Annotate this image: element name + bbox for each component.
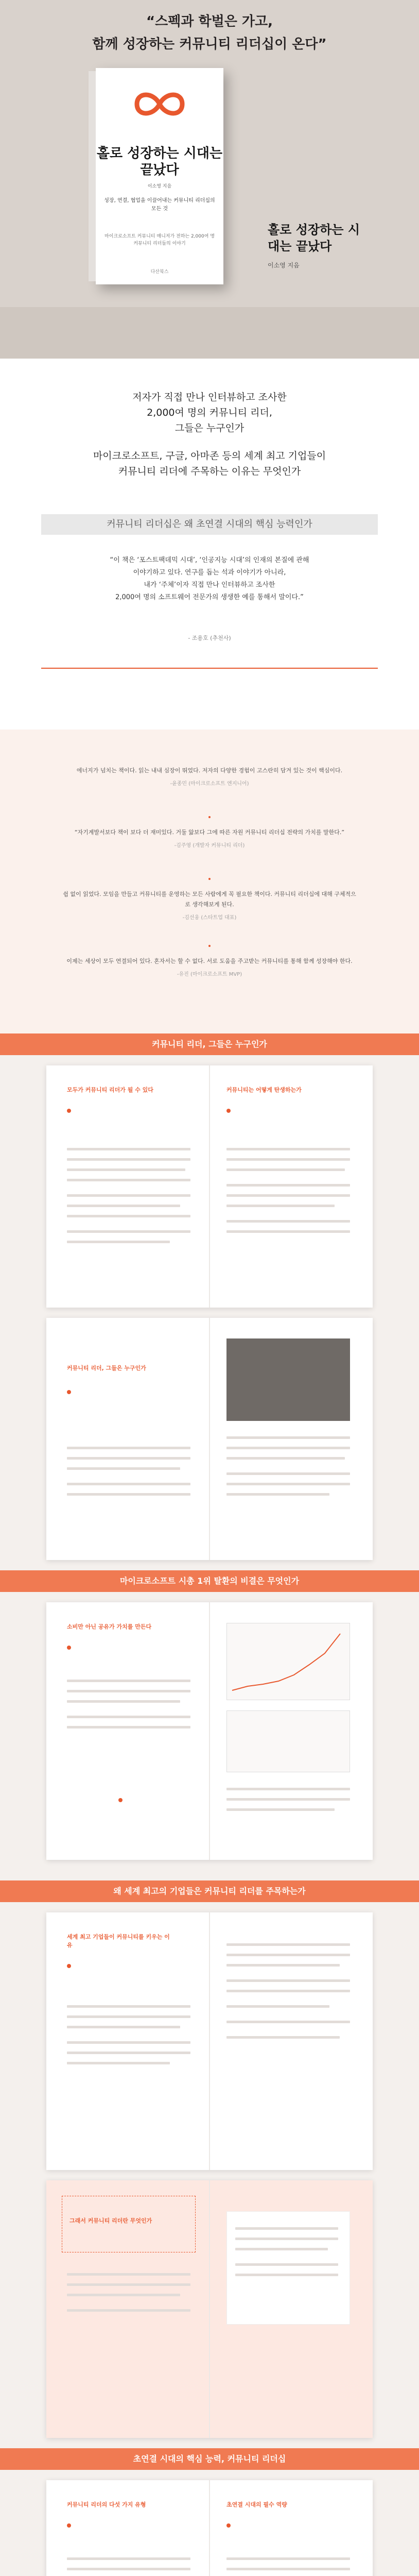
page-heading: 초연결 시대의 필수 역량 — [226, 2501, 287, 2508]
recommendation-quote — [62, 554, 357, 604]
intro-section — [0, 359, 419, 730]
text-line — [226, 1447, 350, 1449]
text-line — [67, 1726, 190, 1728]
hero-floor-strip — [0, 307, 419, 359]
intro-lead-line3: 그들은 누구인가 — [174, 422, 245, 434]
rec-line3: 내가 ‘주체’이자 직접 만나 인터뷰하고 조사한 — [144, 581, 275, 589]
text-line — [226, 1964, 340, 1967]
preview-section-4 — [0, 2470, 419, 2576]
text-line — [226, 1943, 350, 1946]
page-marker — [118, 1798, 123, 1802]
intro-lead-line2: 2,000여 명의 커뮤니티 리더, — [147, 407, 272, 418]
text-line — [67, 2294, 180, 2296]
photo — [226, 1338, 350, 1421]
text-line — [67, 1241, 170, 1243]
text-line — [226, 1798, 350, 1801]
section-banner: 왜 세계 최고의 기업들은 커뮤니티 리더를 주목하는가 — [0, 1880, 419, 1902]
text-line — [67, 1716, 190, 1718]
page-heading: 모두가 커뮤니티 리더가 될 수 있다 — [67, 1087, 153, 1093]
text-line — [67, 2283, 190, 2286]
spread-fold — [209, 2180, 210, 2438]
intro-lead — [93, 389, 326, 436]
text-line — [226, 1158, 350, 1161]
callout-box — [62, 2196, 196, 2252]
page-marker — [67, 1964, 71, 1968]
text-line — [67, 2273, 190, 2276]
text-line — [67, 2015, 190, 2018]
text-line — [67, 2052, 190, 2054]
text-line — [67, 2005, 190, 2008]
text-line — [67, 1205, 180, 1207]
intro-highlight-band: 커뮤니티 리더십은 왜 초연결 시대의 핵심 능력인가 — [41, 514, 378, 535]
cover-description: 성장, 연결, 협업을 이끌어내는 커뮤니티 리더십의 모든 것 — [104, 198, 215, 212]
text-line — [226, 1979, 350, 1982]
section-banner: 커뮤니티 리더, 그들은 누구인가 — [0, 1033, 419, 1055]
cover-author: 이소영 지음 — [147, 184, 172, 189]
page-heading: 커뮤니티 리더, 그들은 누구인가 — [67, 1365, 146, 1371]
recommendation-author: - 조용호 (추천사) — [188, 635, 231, 641]
cover-description-secondary: 마이크로소프트 커뮤니티 매니저가 전하는 2,000여 명 커뮤니티 리더들의 이야기 — [104, 234, 215, 246]
divider — [41, 668, 378, 669]
text-line — [67, 2026, 180, 2028]
text-line — [67, 1700, 180, 1703]
text-line — [226, 1808, 335, 1811]
section-banner: 마이크로소프트 시총 1위 탈환의 비결은 무엇인가 — [0, 1570, 419, 1592]
text-line — [67, 1215, 190, 1217]
book-spread — [46, 2480, 373, 2576]
review-source: -유진 (마이크로소프트 MVP) — [177, 972, 242, 977]
cover-title: 홀로 성장하는 시대는 끝났다 — [96, 146, 223, 178]
intro-lead-line1: 저자가 직접 만나 인터뷰하고 조사한 — [132, 392, 287, 403]
callout-heading: 그래서 커뮤니티 리더란 무엇인가 — [69, 2217, 152, 2224]
text-line — [235, 2227, 338, 2230]
infinity-logo-icon — [134, 89, 185, 120]
text-line — [235, 2274, 338, 2276]
hero-headline-line1: “스펙과 학벌은 가고, — [146, 14, 273, 29]
spread-fold — [209, 1065, 210, 1308]
spread-fold — [209, 1318, 210, 1560]
book-spread — [46, 1065, 373, 1308]
text-line — [67, 2309, 190, 2312]
text-line — [67, 1179, 190, 1181]
review-source: -김선웅 (스타트업 대표) — [182, 915, 237, 921]
text-line — [67, 1447, 190, 1449]
review-text: 에너지가 넘치는 책이다. 읽는 내내 심장이 뛰었다. 저자의 다양한 경험이 고스란히 담겨 있는 것이 핵심이다. — [76, 767, 343, 774]
preview-section-2 — [0, 1592, 419, 1880]
review-source: -김주영 (개발자 커뮤니티 리더) — [174, 843, 245, 849]
review-item — [62, 827, 357, 851]
spread-fold — [209, 1602, 210, 1860]
text-line — [226, 2568, 350, 2570]
book-spread — [46, 1602, 373, 1860]
text-line — [67, 1690, 190, 1692]
separator-dot — [208, 945, 211, 947]
review-text: 이제는 세상이 모두 연결되어 있다. 혼자서는 할 수 없다. 서로 도움을 주고받는 커뮤니티를 통해 함께 성장해야 한다. — [66, 958, 353, 964]
text-line — [226, 1205, 335, 1207]
text-line — [226, 1148, 350, 1150]
text-line — [226, 1230, 350, 1233]
review-item — [62, 889, 357, 923]
intro-subhead — [67, 448, 352, 479]
text-line — [226, 1194, 350, 1197]
spread-fold — [209, 1912, 210, 2170]
preview-section-3 — [0, 1902, 419, 2448]
book-spread — [46, 2180, 373, 2438]
sidebar-box — [226, 2211, 350, 2325]
text-line — [226, 1990, 350, 1992]
separator-dot — [208, 878, 211, 880]
text-line — [235, 2263, 338, 2266]
review-source: -윤종민 (마이크로소프트 엔지니어) — [170, 781, 249, 787]
text-line — [226, 1184, 350, 1187]
reviews-section — [0, 730, 419, 1033]
text-line — [226, 2021, 350, 2023]
text-line — [67, 2062, 170, 2064]
text-line — [226, 1457, 345, 1460]
text-line — [67, 1493, 190, 1496]
text-line — [226, 1472, 350, 1475]
text-line — [67, 1168, 185, 1171]
illustrative-chart — [226, 1623, 350, 1700]
hero-book-author: 이소영 지음 — [268, 262, 300, 269]
rec-line2: 이야기하고 있다. 연구를 돕는 석과 이야기가 아니라, — [133, 569, 286, 577]
text-line — [67, 2557, 190, 2560]
rec-line4: 2,000여 명의 소프트웨어 전문가의 생생한 예를 통해서 말이다.” — [115, 594, 304, 601]
page-marker — [67, 1646, 71, 1650]
text-line — [67, 1148, 190, 1150]
text-line — [226, 1436, 350, 1439]
text-line — [235, 2248, 328, 2250]
text-line — [67, 2568, 190, 2570]
book-cover — [96, 68, 223, 284]
review-text: “자기계발서보다 책이 보다 더 재미있다. 거둘 앎보다 그에 따른 자원 커뮤니티 리더십 전략의 가치를 말한다.” — [74, 829, 345, 836]
text-line — [226, 1788, 350, 1790]
line-chart-graphic — [227, 1623, 351, 1701]
book-spread — [46, 1912, 373, 2170]
data-table-graphic — [226, 1710, 350, 1772]
intro-sub-line2: 커뮤니티 리더에 주목하는 이유는 무엇인가 — [118, 466, 301, 477]
text-line — [67, 1230, 190, 1233]
page-heading: 커뮤니티는 어떻게 탄생하는가 — [226, 1087, 302, 1093]
text-line — [67, 1158, 190, 1161]
text-line — [226, 1220, 350, 1223]
text-line — [67, 1457, 190, 1460]
text-line — [67, 1194, 190, 1197]
review-text: 쉽 없이 읽었다. 모임을 만들고 커뮤니티를 운영하는 모든 사람에게 꼭 필요한 책이다. 커뮤니티 리더십에 대해 구체적으로 생각해보게 된다. — [63, 891, 356, 908]
spread-fold — [209, 2480, 210, 2576]
text-line — [67, 1680, 190, 1682]
text-line — [226, 1954, 350, 1956]
hero-section — [0, 0, 419, 359]
text-line — [226, 1483, 350, 1485]
hero-book-title: 홀로 성장하는 시대는 끝났다 — [268, 223, 360, 253]
text-line — [67, 2041, 190, 2044]
page-marker — [67, 1109, 71, 1113]
section-banner: 초연결 시대의 핵심 능력, 커뮤니티 리더십 — [0, 2448, 419, 2470]
hero-headline-line2: 함께 성장하는 커뮤니티 리더십이 온다” — [92, 37, 327, 52]
text-line — [67, 1483, 190, 1485]
review-item — [62, 766, 357, 789]
page-heading: 세계 최고 기업들이 커뮤니티를 키우는 이유 — [67, 1934, 170, 1948]
book-spread — [46, 1318, 373, 1560]
page-heading: 커뮤니티 리더의 다섯 가지 유형 — [67, 2501, 146, 2508]
text-line — [226, 2036, 340, 2039]
text-line — [226, 1168, 345, 1171]
hero-headline — [0, 10, 419, 56]
page-marker — [226, 2523, 231, 2528]
cover-publisher: 다산북스 — [150, 269, 169, 275]
page-heading: 소비만 아닌 공유가 가치를 만든다 — [67, 1623, 152, 1630]
separator-dot — [208, 816, 211, 818]
page-marker — [226, 1109, 231, 1113]
book-spine — [89, 71, 96, 281]
text-line — [235, 2238, 338, 2240]
text-line — [226, 2557, 350, 2560]
preview-section-1 — [0, 1055, 419, 1570]
page-marker — [67, 2523, 71, 2528]
text-line — [226, 2005, 329, 2008]
page-marker — [67, 1390, 71, 1394]
intro-sub-line1: 마이크로소프트, 구글, 아마존 등의 세계 최고 기업들이 — [93, 450, 326, 462]
text-line — [226, 1493, 329, 1496]
rec-line1: “이 책은 ‘포스트팩데믹 시대’, ‘인공지능 시대’의 인재의 본질에 관해 — [110, 556, 309, 564]
review-item — [62, 956, 357, 980]
text-line — [67, 1467, 180, 1470]
